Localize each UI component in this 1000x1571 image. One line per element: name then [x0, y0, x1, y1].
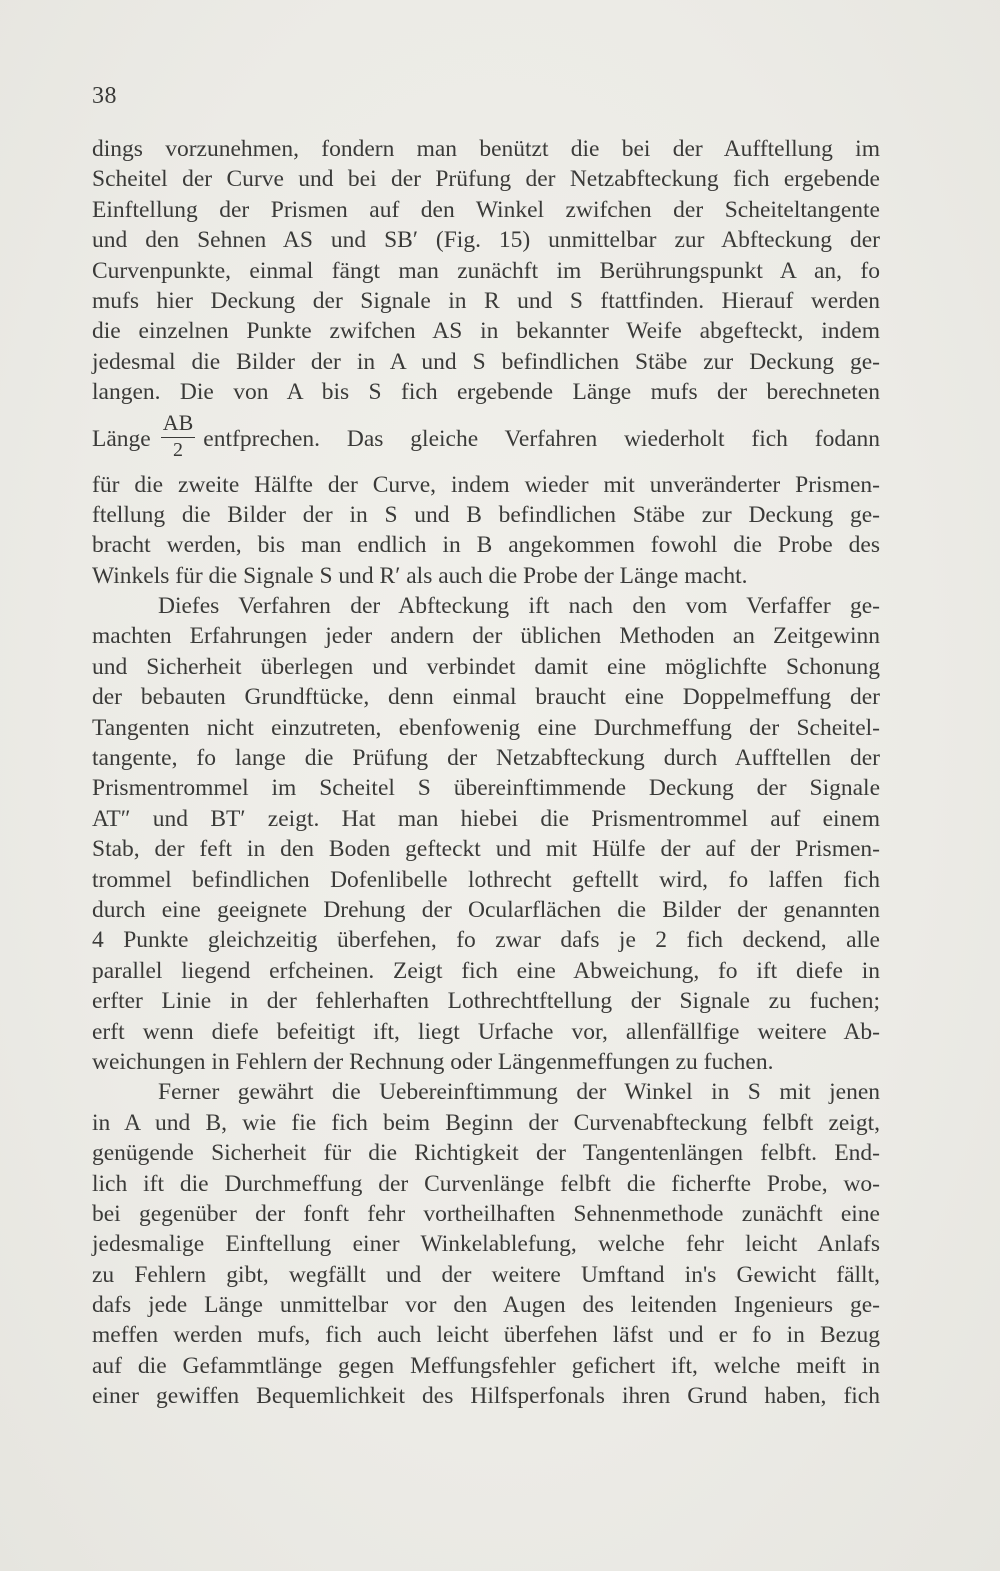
text-line: Diefes Verfahren der Abfteckung ift nach den vom Verfaffer ge- — [158, 593, 880, 620]
fraction-text-line — [92, 408, 880, 470]
text-line: parallel liegend erfcheinen. Zeigt fich eine Abweichung, fo ift diefe in — [92, 957, 880, 984]
text-line: Winkels für die Signale S und R′ als auch die Probe der Länge macht. — [92, 562, 748, 589]
text-line: dings vorzunehmen, fondern man benützt die bei der Aufftellung im — [92, 136, 880, 162]
text-line: lich ift die Durchmeffung der Curvenlänge felbft die ficherfte Probe, wo- — [92, 1170, 880, 1197]
fraction-numerator: AB — [161, 411, 196, 438]
text-line: jedesmal die Bilder der in A und S befindlichen Stäbe zur Deckung ge- — [92, 348, 880, 375]
text-line: Tangenten nicht einzutreten, ebenfowenig eine Durchmeffung der Scheitel- — [92, 714, 880, 741]
text-line: AT″ und BT′ zeigt. Hat man hiebei die Prismentrommel auf einem — [92, 805, 880, 832]
text-line: dafs jede Länge unmittelbar vor den Augen des leitenden Ingenieurs ge- — [92, 1292, 880, 1319]
text-line: auf die Gefammtlänge gegen Meffungsfehler gefichert ift, welche meift in — [92, 1352, 880, 1379]
text-line: langen. Die von A bis S fich ergebende Länge mufs der berechneten — [92, 379, 880, 406]
body-text — [92, 134, 880, 1412]
fraction-line-after: entfprechen. Das gleiche Verfahren wiederholt fich fodann — [203, 425, 880, 452]
text-line: bracht werden, bis man endlich in B angekommen fowohl die Probe des — [92, 532, 880, 559]
text-line: jedesmalige Einftellung einer Winkelablefung, welche fehr leicht Anlafs — [92, 1231, 880, 1258]
text-line: machten Erfahrungen jeder andern der üblichen Methoden an Zeitgewinn — [92, 623, 880, 650]
text-line: durch eine geeignete Drehung der Ocularflächen die Bilder der genannten — [92, 896, 880, 923]
text-line: Curvenpunkte, einmal fängt man zunächft im Berührungspunkt A an, fo — [92, 257, 880, 284]
fraction-line-before: Länge — [92, 425, 151, 452]
text-line: bei gegenüber der fonft fehr vortheilhaften Sehnenmethode zunächft eine — [92, 1200, 880, 1227]
text-line: Ferner gewährt die Uebereinftimmung der Winkel in S mit jenen — [158, 1079, 880, 1106]
text-line: für die zweite Hälfte der Curve, indem wieder mit unveränderter Prismen- — [92, 471, 880, 498]
text-line: tangente, fo lange die Prüfung der Netzabfteckung durch Aufftellen der — [92, 745, 880, 772]
text-line: in A und B, wie fie fich beim Beginn der Curvenabfteckung felbft zeigt, — [92, 1109, 880, 1136]
text-line: Stab, der feft in den Boden gefteckt und mit Hülfe der auf der Prismen- — [92, 836, 880, 863]
text-line: erft wenn diefe befeitigt ift, liegt Urfache vor, allenfällfige weitere Ab- — [92, 1018, 880, 1045]
text-line: meffen werden mufs, fich auch leicht überfehen läfst und er fo in Bezug — [92, 1322, 880, 1349]
text-line: zu Fehlern gibt, wegfällt und der weitere Umftand in's Gewicht fällt, — [92, 1261, 880, 1288]
fraction-denominator: 2 — [173, 439, 183, 462]
text-line: Einftellung der Prismen auf den Winkel zwifchen der Scheiteltangente — [92, 196, 880, 223]
text-line: Scheitel der Curve und bei der Prüfung der Netzabfteckung fich ergebende — [92, 166, 880, 193]
text-line: einer gewiffen Bequemlichkeit des Hilfsperfonals ihren Grund haben, fich — [92, 1383, 880, 1410]
text-line: die einzelnen Punkte zwifchen AS in bekannter Weife abgefteckt, indem — [92, 318, 880, 345]
text-line: erfter Linie in der fehlerhaften Lothrechtftellung der Signale zu fuchen; — [92, 988, 880, 1015]
text-line: Prismentrommel im Scheitel S übereinftimmende Deckung der Signale — [92, 775, 880, 802]
text-line: der bebauten Grundftücke, denn einmal braucht eine Doppelmeffung der — [92, 684, 880, 711]
text-line: genügende Sicherheit für die Richtigkeit der Tangentenlängen felbft. End- — [92, 1140, 880, 1167]
fraction — [161, 411, 196, 462]
page-number: 38 — [92, 83, 117, 109]
text-line: und Sicherheit überlegen und verbindet damit eine möglichfte Schonung — [92, 653, 880, 680]
text-line: ftellung die Bilder der in S und B befindlichen Stäbe zur Deckung ge- — [92, 501, 880, 528]
text-line: trommel befindlichen Dofenlibelle lothrecht geftellt wird, fo laffen fich — [92, 866, 880, 893]
text-line: 4 Punkte gleichzeitig überfehen, fo zwar dafs je 2 fich deckend, alle — [92, 927, 880, 954]
text-line: weichungen in Fehlern der Rechnung oder Längenmeffungen zu fuchen. — [92, 1048, 774, 1075]
text-line: mufs hier Deckung der Signale in R und S ftattfinden. Hierauf werden — [92, 287, 880, 314]
text-line: und den Sehnen AS und SB′ (Fig. 15) unmittelbar zur Abfteckung der — [92, 227, 880, 254]
